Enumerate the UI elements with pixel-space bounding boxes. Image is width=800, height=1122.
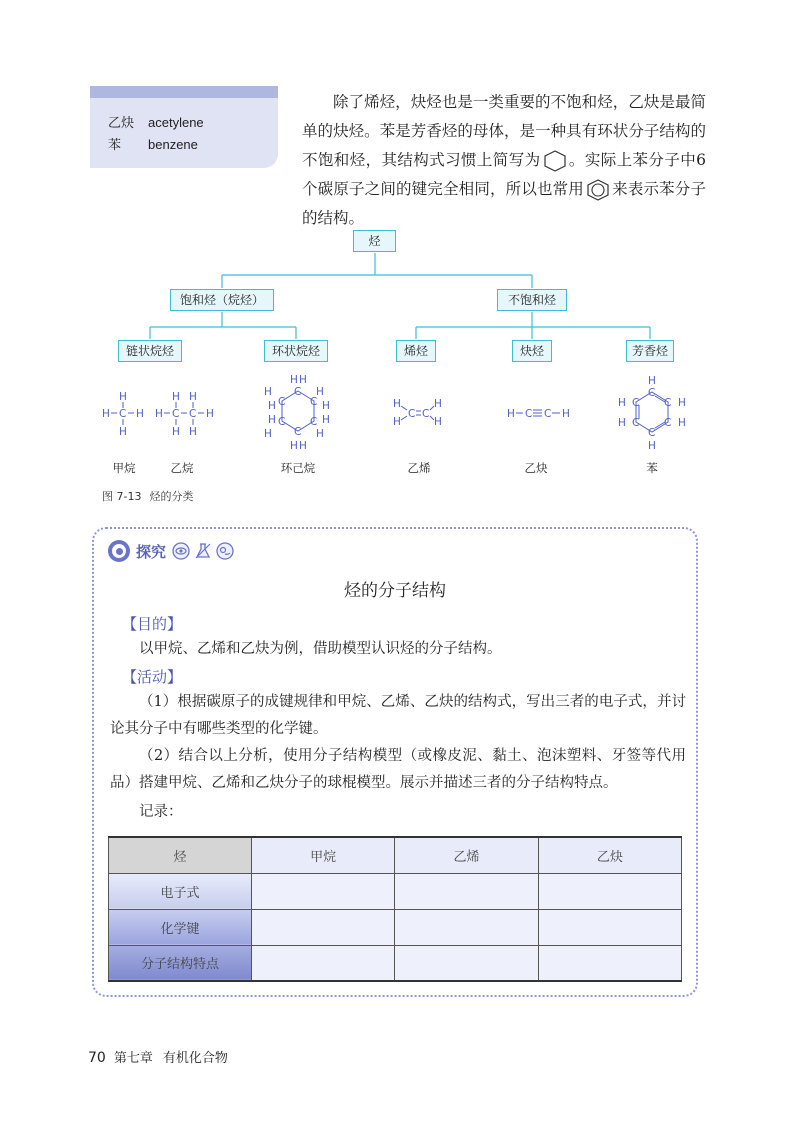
intro-paragraph: 除了烯烃，炔烃也是一类重要的不饱和烃，乙炔是最简单的炔烃。苯是芳香烃的母体，是一种具有环状分子结构的不饱和烃，其结构式习惯上简写为 。实际上苯分子中6个碳原子之间的键完全相同，所以也常用 来表示苯分子的结构。	[302, 93, 706, 227]
svg-text:H: H	[268, 414, 276, 426]
row-structure-features: 分子结构特点	[109, 945, 252, 981]
svg-text:C: C	[294, 386, 302, 398]
svg-text:H: H	[316, 386, 324, 398]
label-methane: 甲烷	[112, 461, 136, 475]
benzene-ring-icon	[586, 179, 610, 201]
svg-text:H: H	[119, 426, 127, 438]
benzene-structure	[618, 375, 686, 452]
table-cell[interactable]	[252, 909, 395, 945]
label-ethylene: 乙烯	[407, 461, 431, 475]
node-saturated: 饱和烃（烷烃）	[170, 289, 274, 311]
svg-text:H: H	[618, 397, 626, 409]
svg-text:C: C	[408, 408, 416, 420]
record-table	[108, 836, 682, 982]
svg-text:C: C	[648, 427, 656, 439]
table-row	[109, 873, 682, 909]
svg-text:H: H	[299, 440, 307, 452]
svg-text:C: C	[632, 417, 640, 429]
svg-text:H: H	[393, 416, 401, 428]
node-cyclic-alkane: 环状烷烃	[264, 340, 328, 362]
svg-text:H: H	[189, 426, 197, 438]
svg-text:C: C	[422, 408, 430, 420]
svg-text:C: C	[119, 408, 127, 420]
svg-text:C: C	[544, 408, 552, 420]
node-hydrocarbon: 烃	[353, 230, 396, 252]
svg-text:C: C	[189, 408, 197, 420]
svg-text:H: H	[562, 408, 570, 420]
row-electron-formula: 电子式	[109, 873, 252, 909]
svg-text:H: H	[678, 397, 686, 409]
node-unsaturated: 不饱和烃	[497, 289, 567, 311]
node-chain-alkane: 链状烷烃	[118, 340, 182, 362]
explore-box	[92, 527, 698, 997]
svg-text:H: H	[434, 398, 442, 410]
table-cell[interactable]	[538, 909, 681, 945]
structural-formulas	[0, 225, 800, 495]
table-header-row	[109, 837, 682, 873]
svg-text:H: H	[268, 400, 276, 412]
svg-text:H: H	[102, 408, 110, 420]
svg-text:C: C	[664, 417, 672, 429]
discussion-icon	[216, 542, 234, 560]
table-cell[interactable]	[395, 945, 538, 981]
svg-text:H: H	[393, 398, 401, 410]
chapter-title: 有机化合物	[162, 1051, 228, 1066]
svg-text:H: H	[189, 391, 197, 403]
page-footer	[88, 1047, 238, 1066]
svg-text:C: C	[278, 416, 286, 428]
acetylene-structure	[507, 408, 570, 420]
label-cyclohexane: 环己烷	[280, 461, 316, 475]
eye-icon	[172, 542, 190, 560]
activity-step-1: （1）根据碳原子的成键规律和甲烷、乙烯、乙炔的结构式，写出三者的电子式，并讨论其分子中有哪些类型的化学键。	[110, 694, 686, 737]
table-col-acetylene: 乙炔	[538, 837, 681, 873]
activity-heading: 【活动】	[122, 668, 183, 686]
table-col-methane: 甲烷	[252, 837, 395, 873]
table-cell[interactable]	[538, 873, 681, 909]
svg-text:C: C	[525, 408, 533, 420]
hydrocarbon-classification-diagram	[0, 225, 800, 495]
ethane-structure	[155, 391, 214, 438]
vocab-item-acetylene: 乙炔 acetylene	[108, 115, 204, 131]
svg-text:H: H	[155, 408, 163, 420]
svg-text:C: C	[172, 408, 180, 420]
table-row	[109, 945, 682, 981]
svg-text:C: C	[310, 416, 318, 428]
vocabulary-box-bar	[90, 86, 278, 98]
node-aromatic: 芳香烃	[626, 340, 674, 362]
svg-text:H: H	[316, 428, 324, 440]
vocab-item-benzene: 苯 benzene	[108, 137, 198, 153]
explore-header: 探究	[108, 539, 238, 563]
table-col-ethylene: 乙烯	[395, 837, 538, 873]
svg-text:H: H	[648, 440, 656, 452]
table-cell[interactable]	[538, 945, 681, 981]
vocabulary-box	[90, 86, 278, 168]
flask-icon	[194, 542, 212, 560]
activity-step-2: （2）结合以上分析，使用分子结构模型（或橡皮泥、黏土、泡沫塑料、牙签等代用品）搭建甲烷、乙烯和乙炔分子的球棍模型。展示并描述三者的分子结构特点。	[110, 748, 686, 791]
svg-text:H: H	[206, 408, 214, 420]
label-acetylene: 乙炔	[524, 461, 548, 475]
svg-text:H: H	[264, 386, 272, 398]
benzene-kekule-icon	[543, 150, 567, 172]
purpose-heading: 【目的】	[122, 615, 183, 633]
page-number: 70	[88, 1050, 106, 1066]
methane-structure	[102, 391, 144, 438]
table-corner: 烃	[109, 837, 252, 873]
svg-text:H: H	[264, 428, 272, 440]
record-label: 记录：	[139, 804, 183, 820]
svg-text:H: H	[172, 391, 180, 403]
svg-text:C: C	[278, 396, 286, 408]
svg-text:H: H	[119, 391, 127, 403]
svg-text:H: H	[299, 374, 307, 386]
svg-text:C: C	[648, 387, 656, 399]
label-ethane: 乙烷	[170, 461, 194, 475]
svg-text:C: C	[294, 426, 302, 438]
chapter-label: 第七章	[113, 1051, 153, 1066]
table-cell[interactable]	[252, 945, 395, 981]
explore-title: 烃的分子结构	[344, 581, 446, 601]
svg-text:C: C	[664, 397, 672, 409]
label-benzene: 苯	[646, 461, 658, 475]
ethylene-structure	[393, 398, 442, 428]
svg-text:H: H	[678, 417, 686, 429]
svg-text:C: C	[310, 396, 318, 408]
cyclohexane-structure	[264, 374, 330, 452]
purpose-text: 以甲烷、乙烯和乙炔为例，借助模型认识烃的分子结构。	[139, 641, 502, 657]
svg-text:H: H	[290, 374, 298, 386]
node-alkene: 烯烃	[396, 340, 436, 362]
table-cell[interactable]	[252, 873, 395, 909]
svg-text:H: H	[322, 414, 330, 426]
table-cell[interactable]	[395, 873, 538, 909]
svg-text:H: H	[136, 408, 144, 420]
svg-text:C: C	[632, 397, 640, 409]
svg-text:H: H	[507, 408, 515, 420]
table-row	[109, 909, 682, 945]
figure-caption: 图 7-13 烃的分类	[102, 490, 194, 503]
svg-text:H: H	[290, 440, 298, 452]
svg-text:H: H	[434, 416, 442, 428]
target-icon	[108, 540, 130, 562]
svg-text:H: H	[648, 375, 656, 387]
svg-text:H: H	[618, 417, 626, 429]
node-alkyne: 炔烃	[512, 340, 552, 362]
svg-text:H: H	[172, 426, 180, 438]
svg-text:H: H	[322, 400, 330, 412]
row-chemical-bond: 化学键	[109, 909, 252, 945]
table-cell[interactable]	[395, 909, 538, 945]
